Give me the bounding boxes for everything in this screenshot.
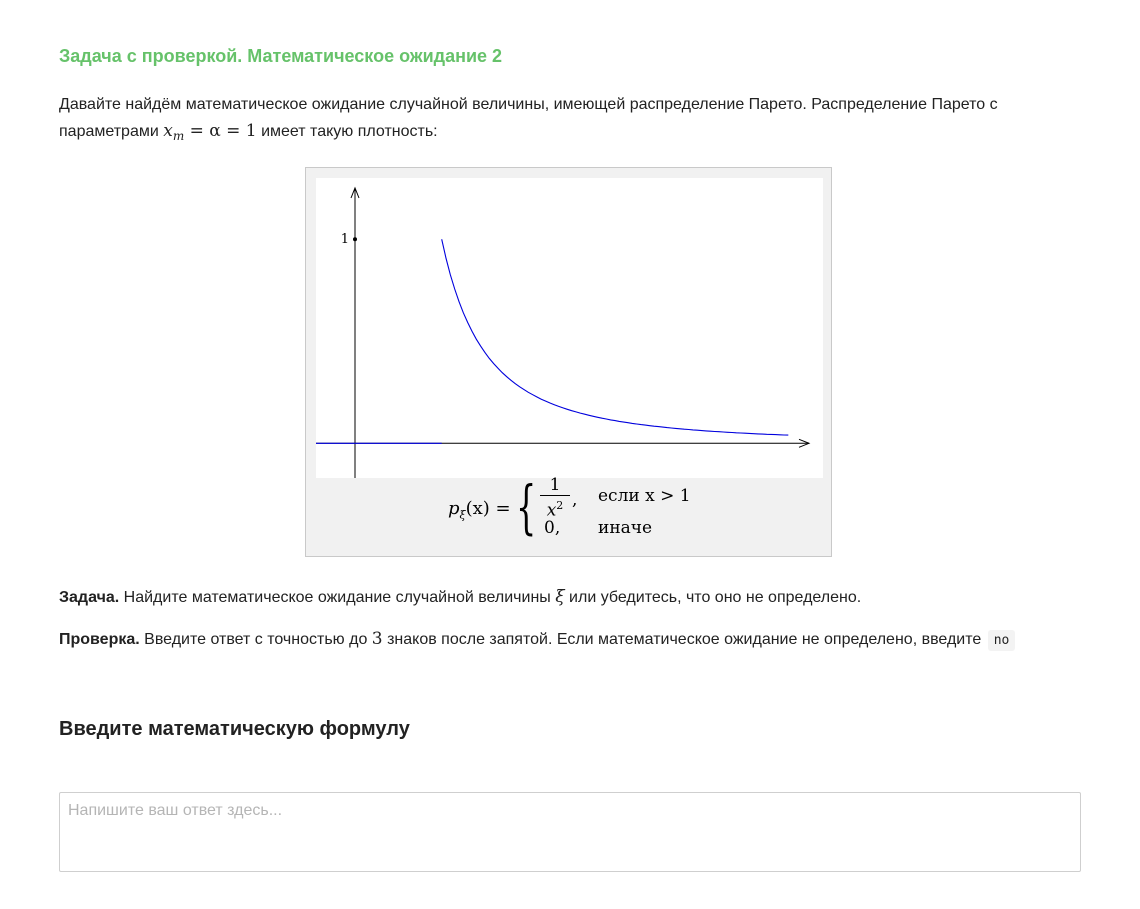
denominator-x: x: [546, 500, 557, 521]
task-label: Задача.: [59, 589, 120, 606]
formula-p: p: [448, 498, 460, 519]
task-paragraph: [59, 585, 1081, 610]
answer-input[interactable]: [59, 792, 1081, 872]
formula-brace: {: [516, 473, 537, 541]
formula-lhs: [448, 498, 511, 522]
intro-text-2: имеет такую плотность:: [256, 123, 438, 140]
density-plot: [316, 178, 823, 478]
check-text-2: знаков после запятой. Если математическое ожидание не определено, введите: [382, 631, 986, 648]
task-text-1: Найдите математическое ожидание случайной величины: [119, 589, 556, 606]
answer-section-title: Введите математическую формулу: [59, 718, 410, 740]
formula-condition-2: иначе: [598, 518, 653, 538]
check-digits: 3: [371, 629, 383, 649]
task-text-2: или убедитесь, что оно не определено.: [564, 589, 862, 606]
task-xi: ξ: [555, 587, 565, 607]
intro-math-x: x: [163, 121, 173, 141]
check-code-no: no: [988, 630, 1016, 651]
y-tick-mark: [353, 237, 357, 241]
formula-lhs-rest: (x) =: [465, 498, 511, 519]
density-formula: [448, 474, 708, 548]
formula-condition-1: если x > 1: [598, 486, 691, 506]
intro-paragraph: [59, 92, 1049, 149]
fraction-bar: [540, 495, 570, 496]
formula-fraction: [540, 476, 570, 520]
denominator-exponent: 2: [556, 499, 564, 512]
pareto-density-figure: [305, 167, 832, 557]
fraction-numerator: 1: [549, 475, 561, 495]
fraction-denominator: [540, 497, 570, 520]
formula-comma: ,: [572, 490, 578, 510]
check-text-1: Введите ответ с точностью до: [139, 631, 372, 648]
check-paragraph: [59, 627, 1081, 653]
step-title: Задача с проверкой. Математическое ожидание 2: [59, 46, 503, 66]
intro-math-sub: m: [172, 129, 185, 144]
formula-sub-xi: ξ: [459, 508, 466, 522]
y-tick-label: 1: [340, 232, 349, 248]
check-label: Проверка.: [59, 631, 140, 648]
formula-zero: 0,: [544, 518, 561, 538]
intro-math-rest: = α = 1: [184, 121, 257, 141]
intro-text-1: Давайте найдём математическое ожидание случайной величины, имеющей распределение Парето. Распределение Парето с параметрами: [59, 96, 998, 140]
